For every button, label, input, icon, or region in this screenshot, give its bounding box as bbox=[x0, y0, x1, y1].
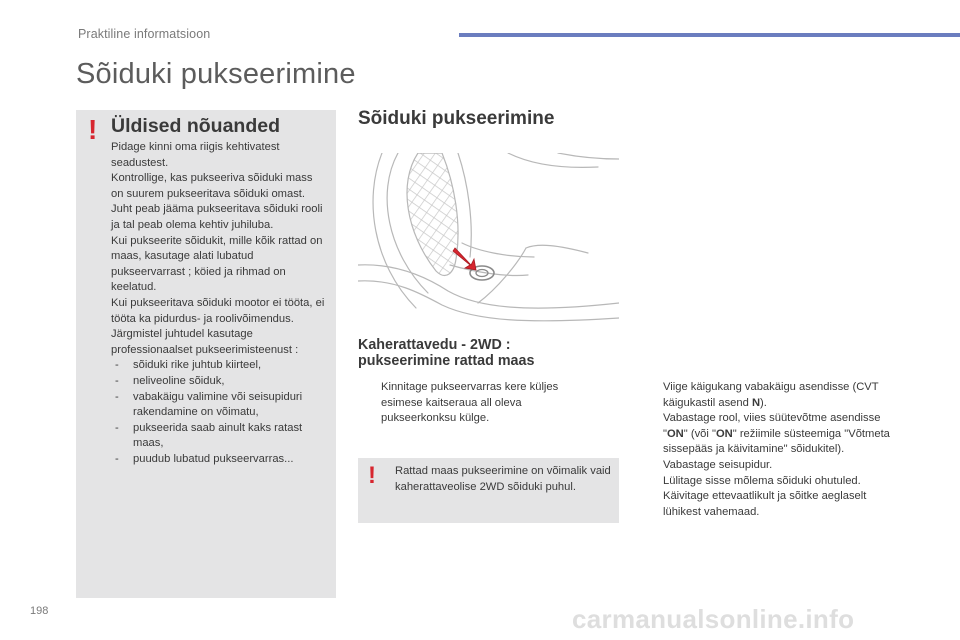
list-item: Lülitage sisse mõlema sõiduki ohutuled. bbox=[663, 474, 861, 487]
advice-paragraph: Kui pukseerite sõidukit, mille kõik rattad on maas, kasutage alati lubatud pukseervarrast ; köied ja rihmad on keelatud. bbox=[111, 234, 323, 294]
list-item: Vabastage rool, viies süütevõtme asendisse "ON" (või "ON" režiimile süsteemiga "Võtmeta sissepääs ja käivitamine" sõidukitel). bbox=[663, 412, 890, 456]
note-text: Rattad maas pukseerimine on võimalik vaid kaherattaveolise 2WD sõiduki puhul. bbox=[395, 465, 611, 493]
general-advice-box bbox=[76, 110, 336, 598]
general-advice-body bbox=[111, 140, 327, 467]
warning-icon: ! bbox=[88, 114, 98, 145]
list-item: Käivitage ettevaatlikult ja sõitke aeglaselt lühikest vahemaad. bbox=[663, 490, 867, 518]
middle-instruction-list bbox=[358, 380, 568, 427]
right-instruction-list bbox=[640, 380, 902, 520]
advice-paragraph: Kontrollige, kas pukseeriva sõiduki mass on suurem pukseeritava sõiduki omast. bbox=[111, 172, 313, 200]
warning-icon: ! bbox=[368, 462, 376, 489]
list-item: Viige käigukang vabakäigu asendisse (CVT käigukastil asend N). bbox=[663, 381, 879, 409]
list-item: Kinnitage pukseervarras kere küljes esimese kaitseraua all oleva pukseerkonksu külge. bbox=[381, 381, 559, 425]
advice-paragraph: Pidage kinni oma riigis kehtivatest seadustest. bbox=[111, 141, 280, 169]
general-advice-title: Üldised nõuanded bbox=[111, 115, 281, 137]
list-item: - puudub lubatud pukseervarras... bbox=[115, 452, 294, 465]
main-heading: Sõiduki pukseerimine bbox=[358, 108, 555, 129]
car-front-bumper-illustration bbox=[358, 153, 619, 324]
advice-paragraph: Järgmistel juhtudel kasutage professionaalset pukseerimisteenust : bbox=[111, 328, 299, 356]
professional-service-list bbox=[111, 358, 327, 467]
advice-paragraph: Kui pukseeritava sõiduki mootor ei tööta, ei tööta ka pidurdus- ja roolivõimendus. bbox=[111, 296, 325, 325]
section-label: Praktiline informatsioon bbox=[78, 27, 211, 41]
note-box bbox=[358, 458, 619, 523]
watermark: carmanualsonline.info bbox=[572, 604, 855, 634]
towing-hook-illustration bbox=[358, 153, 619, 324]
list-item: - pukseerida saab ainult kaks ratast maas, bbox=[115, 421, 303, 450]
list-item: - neliveoline sõiduk, bbox=[115, 374, 225, 387]
page-title: Sõiduki pukseerimine bbox=[76, 58, 356, 90]
list-item: - vabakäigu valimine või seisupiduri rakendamine on võimatu, bbox=[115, 390, 303, 419]
list-item: - sõiduki rike juhtub kiirteel, bbox=[115, 359, 262, 372]
sub-heading: Kaherattavedu - 2WD : pukseerimine rattad maas bbox=[358, 337, 535, 369]
list-item: Vabastage seisupidur. bbox=[663, 458, 773, 471]
header-accent-bar bbox=[459, 33, 960, 37]
advice-paragraph: Juht peab jääma pukseeritava sõiduki rooli ja tal peab olema kehtiv juhiluba. bbox=[111, 203, 323, 231]
page-number: 198 bbox=[30, 605, 49, 617]
